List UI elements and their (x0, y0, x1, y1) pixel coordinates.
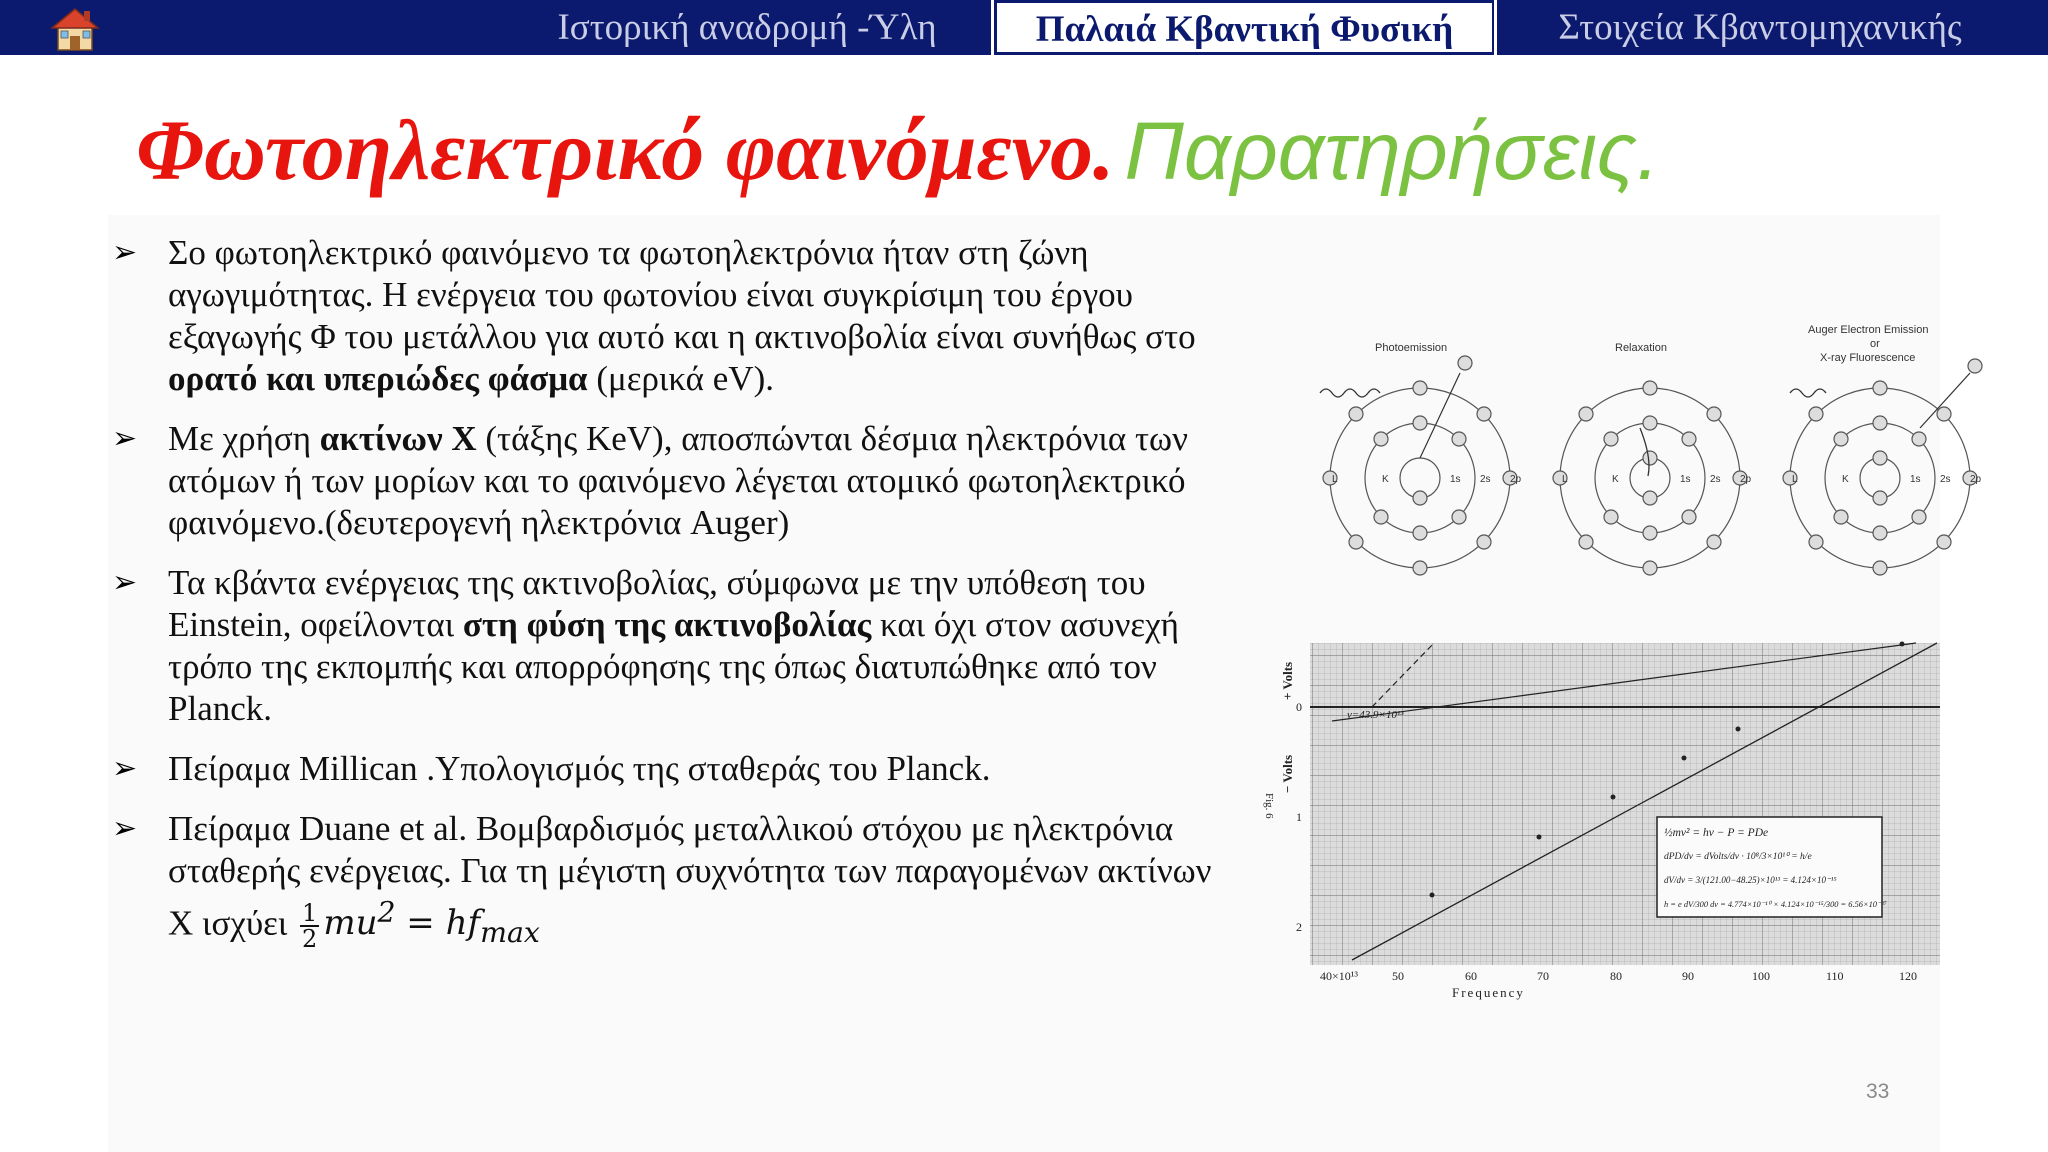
electron-dot (1682, 510, 1696, 524)
electron-dot (1912, 510, 1926, 524)
electron-dot (1968, 359, 1982, 373)
bullet-item (108, 232, 1228, 400)
x-tick: 40×10¹³ (1320, 969, 1358, 983)
electron-dot (1349, 535, 1363, 549)
atom-shell-diagrams (1310, 318, 1990, 598)
slide-title (136, 100, 1659, 220)
electron-dot (1413, 526, 1427, 540)
electron-dot (1413, 381, 1427, 395)
shell-label: K (1382, 474, 1389, 485)
photon-wave (1790, 389, 1826, 397)
electron-dot (1413, 561, 1427, 575)
electron-dot (1643, 381, 1657, 395)
photon-wave (1320, 389, 1380, 397)
electron-dot (1809, 407, 1823, 421)
y-label-minus: − Volts (1280, 754, 1295, 793)
electron-dot (1604, 432, 1618, 446)
shell-label: 2s (1480, 474, 1491, 485)
electron-dot (1912, 432, 1926, 446)
electron-dot (1643, 416, 1657, 430)
x-tick: 100 (1752, 969, 1770, 983)
tab-quantum-mechanics[interactable]: Στοιχεία Κβαντομηχανικής (1558, 7, 1962, 48)
electron-dot (1937, 535, 1951, 549)
x-tick: 80 (1610, 969, 1622, 983)
relaxation-arrow (1640, 428, 1649, 476)
label-relaxation: Relaxation (1615, 342, 1667, 354)
y-tick: 1 (1296, 810, 1302, 824)
electron-dot (1643, 491, 1657, 505)
page-number: 33 (1866, 1080, 1890, 1103)
bullet-item (108, 562, 1228, 730)
arrow-bullet-icon: ➢ (112, 811, 138, 846)
y-tick: 2 (1296, 920, 1302, 934)
bullet-text: Πείραμα Millican .Υπολογισμός της σταθεράς του Planck. (168, 749, 991, 788)
intercept-label: ν=43.9×10¹³ (1347, 709, 1404, 721)
electron-dot (1873, 381, 1887, 395)
y-label-plus: + Volts (1280, 661, 1295, 700)
shell-label: 2p (1970, 474, 1982, 485)
bullet-text: Τα κβάντα ενέργειας της ακτινοβολίας, σύμφωνα με την υπόθεση του Einstein, οφείλονται (168, 563, 1146, 644)
equation-line: dV/dν = 3/(121.00−48.25)×10¹³ = 4.124×10⁻¹⁵ (1664, 875, 1837, 885)
electron-dot (1477, 407, 1491, 421)
bullet-text: Σο φωτοηλεκτρικό φαινόμενο τα φωτοηλεκτρόνια ήταν στη ζώνη αγωγιμότητας. Η ενέργεια του φωτονίου είναι συγκρίσιμη του έργου εξαγωγής Φ του μετάλλου για αυτό και η ακτινοβολία είναι συνήθως στο (168, 233, 1196, 356)
bullet-text: Πείραμα Duane et al. Βομβαρδισμός μεταλλικού στόχου με ηλεκτρόνια σταθερής ενέργειας. Για τη μέγιστη συχνότητα των παραγομένων ακτίνων Χ ισχύει (168, 809, 1212, 943)
bullet-bold: ορατό και υπεριώδες φάσμα (168, 359, 588, 398)
bullet-list (108, 232, 1228, 972)
home-icon[interactable] (48, 6, 102, 52)
shell-label: 1s (1450, 474, 1461, 485)
bullet-item (108, 418, 1228, 544)
arrow-bullet-icon: ➢ (112, 421, 138, 456)
electron-dot (1413, 491, 1427, 505)
electron-dot (1579, 407, 1593, 421)
shell-label: 2s (1940, 474, 1951, 485)
title-main: Φωτοηλεκτρικό φαινόμενο. (136, 102, 1115, 198)
electron-dot (1643, 451, 1657, 465)
electron-dot (1834, 510, 1848, 524)
shell-label: 1s (1680, 474, 1691, 485)
x-axis-label: Frequency (1452, 985, 1525, 1000)
bullet-text: (μερικά eV). (587, 359, 774, 398)
bullet-text: και όχι στον ασυνεχή τρόπο της εκπομπής και απορρόφησης της όπως διατυπώθηκε από τον Planck. (168, 605, 1179, 728)
y-tick: 0 (1296, 700, 1302, 714)
arrow-bullet-icon: ➢ (112, 235, 138, 270)
x-tick: 70 (1537, 969, 1549, 983)
arrow-bullet-icon: ➢ (112, 751, 138, 786)
x-tick: 110 (1826, 969, 1844, 983)
shell-label: 2p (1510, 474, 1522, 485)
millikan-graph (1252, 625, 1952, 1005)
electron-dot (1374, 510, 1388, 524)
equation-line: dPD/dν = dVolts/dν · 10⁸/3×10¹⁰ = h/e (1664, 852, 1812, 862)
electron-dot (1707, 407, 1721, 421)
electron-dot (1834, 432, 1848, 446)
electron-dot (1413, 416, 1427, 430)
label-photoemission: Photoemission (1375, 342, 1448, 354)
electron-dot (1452, 432, 1466, 446)
shell-label: L (1792, 474, 1798, 485)
shell-label: L (1562, 474, 1568, 485)
electron-dot (1809, 535, 1823, 549)
bullet-text: (τάξης KeV), αποσπώνται δέσμια ηλεκτρόνια των ατόμων ή των μορίων και το φαινόμενο λέγεται ατομικό φωτοηλεκτρικό φαινόμενο.(δευτερογενή ηλεκτρόνια Auger) (168, 419, 1188, 542)
electron-dot (1682, 432, 1696, 446)
bullet-item (108, 808, 1228, 954)
electron-dot (1873, 561, 1887, 575)
label-or: or (1870, 338, 1880, 350)
arrow-bullet-icon: ➢ (112, 565, 138, 600)
label-xray: X-ray Fluorescence (1820, 352, 1916, 364)
bullet-text: Με χρήση (168, 419, 320, 458)
label-auger: Auger Electron Emission (1808, 324, 1929, 336)
x-tick: 50 (1392, 969, 1404, 983)
title-sub: Παρατηρήσεις. (1124, 106, 1660, 197)
electron-dot (1604, 510, 1618, 524)
tab-old-quantum-physics[interactable]: Παλαιά Κβαντική Φυσική (997, 3, 1492, 52)
shell-label: L (1332, 474, 1338, 485)
top-nav-bar (0, 0, 2048, 55)
bullet-item (108, 748, 1228, 790)
electron-dot (1477, 535, 1491, 549)
shell-label: 2s (1710, 474, 1721, 485)
equation-line: ½mv² = hν − P = PDe (1664, 827, 1769, 839)
bullet-bold: ακτίνων Χ (319, 419, 477, 458)
tab-history[interactable]: Ιστορική αναδρομή -Ύλη (557, 7, 937, 48)
electron-dot (1374, 432, 1388, 446)
shell-label: 1s (1910, 474, 1921, 485)
electron-dot (1707, 535, 1721, 549)
electron-dot (1873, 491, 1887, 505)
fraction: $\frac{1}{2}$ (302, 899, 318, 954)
electron-dot (1873, 416, 1887, 430)
electron-dot (1643, 561, 1657, 575)
electron-dot (1643, 526, 1657, 540)
equation-line: h = e dV/300 dν = 4.774×10⁻¹⁰ × 4.124×10⁻¹⁵/300 = 6.56×10⁻²⁷ (1664, 900, 1887, 909)
nav-divider (1494, 0, 1497, 55)
electron-dot (1452, 510, 1466, 524)
electron-dot (1873, 451, 1887, 465)
x-tick: 60 (1465, 969, 1477, 983)
electron-dot (1349, 407, 1363, 421)
nav-divider (991, 0, 994, 55)
shell-label: 2p (1740, 474, 1752, 485)
electron-dot (1873, 526, 1887, 540)
atom-diagram (1323, 381, 1522, 575)
x-tick: 90 (1682, 969, 1694, 983)
atom-diagram (1553, 381, 1752, 575)
bullet-bold: στη φύση της ακτινοβολίας (462, 605, 872, 644)
shell-label: K (1612, 474, 1619, 485)
formula: $mu^2 = hf_{max}$ (323, 896, 540, 950)
electron-dot (1937, 407, 1951, 421)
fig-number-label: Fig. 6 (1263, 793, 1275, 819)
x-tick: 120 (1899, 969, 1917, 983)
atom-diagram (1783, 381, 1982, 575)
shell-label: K (1842, 474, 1849, 485)
electron-dot (1579, 535, 1593, 549)
electron-dot (1458, 356, 1472, 370)
